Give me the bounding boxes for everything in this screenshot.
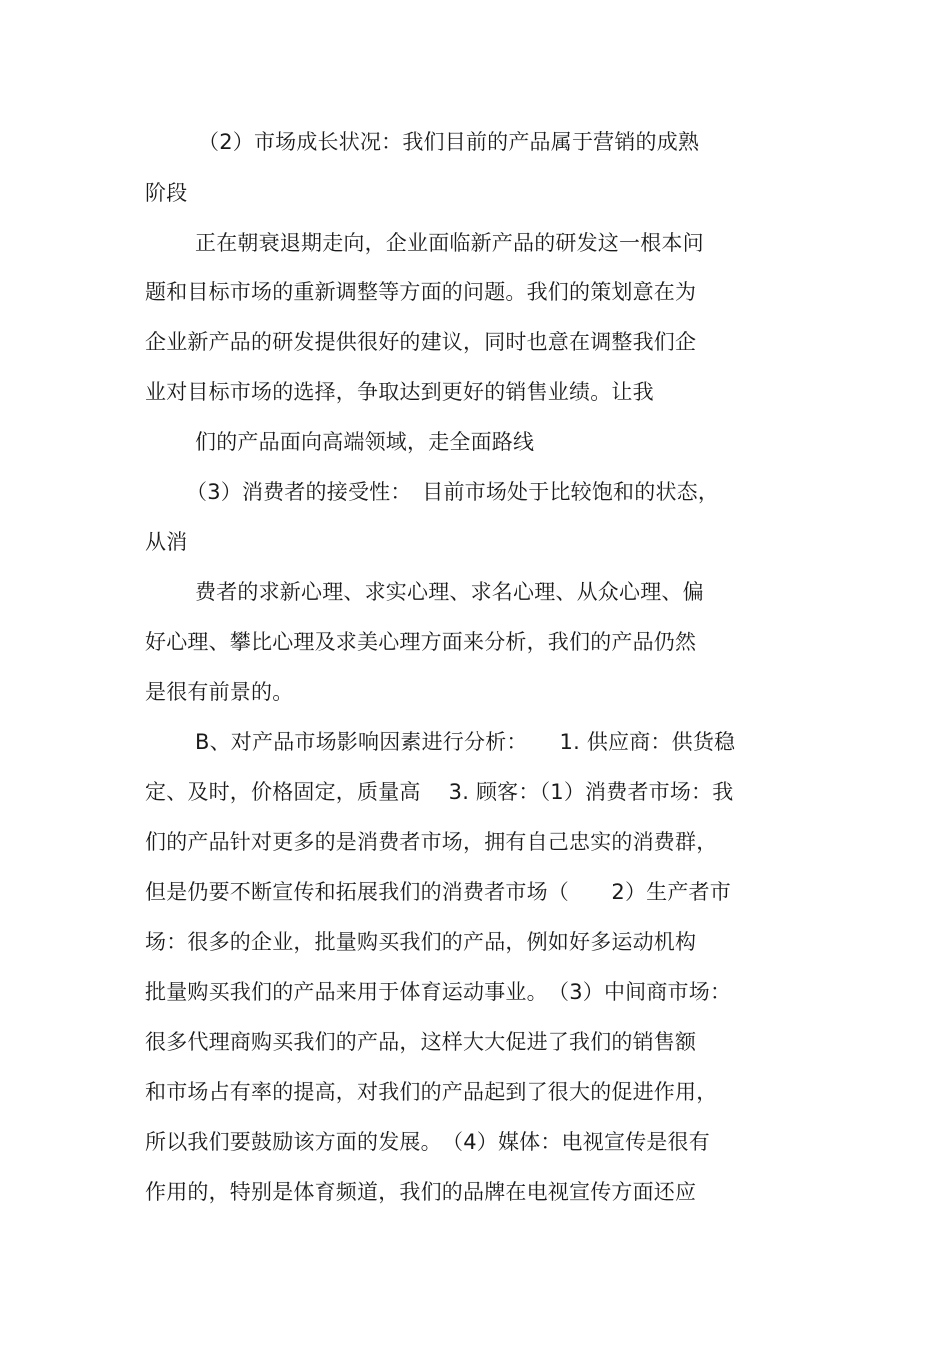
text-line: 很多代理商购买我们的产品，这样大大促进了我们的销售额 (145, 1030, 697, 1054)
text-line: 企业新产品的研发提供很好的建议，同时也意在调整我们企 (145, 330, 697, 354)
text-line: 业对目标市场的选择，争取达到更好的销售业绩。让我 (145, 380, 654, 404)
text-line: 定、及时，价格固定，质量高 3. 顾客：（1）消费者市场：我 (145, 780, 734, 804)
text-line: B、对产品市场影响因素进行分析： 1. 供应商：供货稳 (195, 730, 736, 754)
text-line: （2）市场成长状况：我们目前的产品属于营销的成熟 (198, 130, 700, 154)
text-line: 们的产品面向高端领域，走全面路线 (195, 430, 535, 454)
text-line: 正在朝衰退期走向，企业面临新产品的研发这一根本问 (195, 231, 704, 255)
text-line: 所以我们要鼓励该方面的发展。 （4）媒体：电视宣传是很有 (145, 1130, 710, 1154)
text-line: 们的产品针对更多的是消费者市场，拥有自己忠实的消费群， (145, 830, 718, 854)
text-line: 好心理、攀比心理及求美心理方面来分析，我们的产品仍然 (145, 630, 697, 654)
text-line: 批量购买我们的产品来用于体育运动事业。 （3）中间商市场： (145, 980, 732, 1004)
text-line: 是很有前景的。 (145, 680, 294, 704)
text-line: 阶段 (145, 181, 188, 205)
text-line: 场：很多的企业，批量购买我们的产品，例如好多运动机构 (145, 930, 697, 954)
text-line: 题和目标市场的重新调整等方面的问题。我们的策划意在为 (145, 280, 697, 304)
text-line: 和市场占有率的提高，对我们的产品起到了很大的促进作用， (145, 1080, 718, 1104)
text-line: 但是仍要不断宣传和拓展我们的消费者市场（ 2）生产者市 (145, 880, 731, 904)
text-line: 从消 (145, 530, 188, 554)
text-line: 费者的求新心理、求实心理、求名心理、从众心理、偏 (195, 580, 704, 604)
text-line: 作用的，特别是体育频道，我们的品牌在电视宣传方面还应 (145, 1180, 697, 1204)
text-line: （3）消费者的接受性： 目前市场处于比较饱和的状态， (186, 480, 720, 504)
